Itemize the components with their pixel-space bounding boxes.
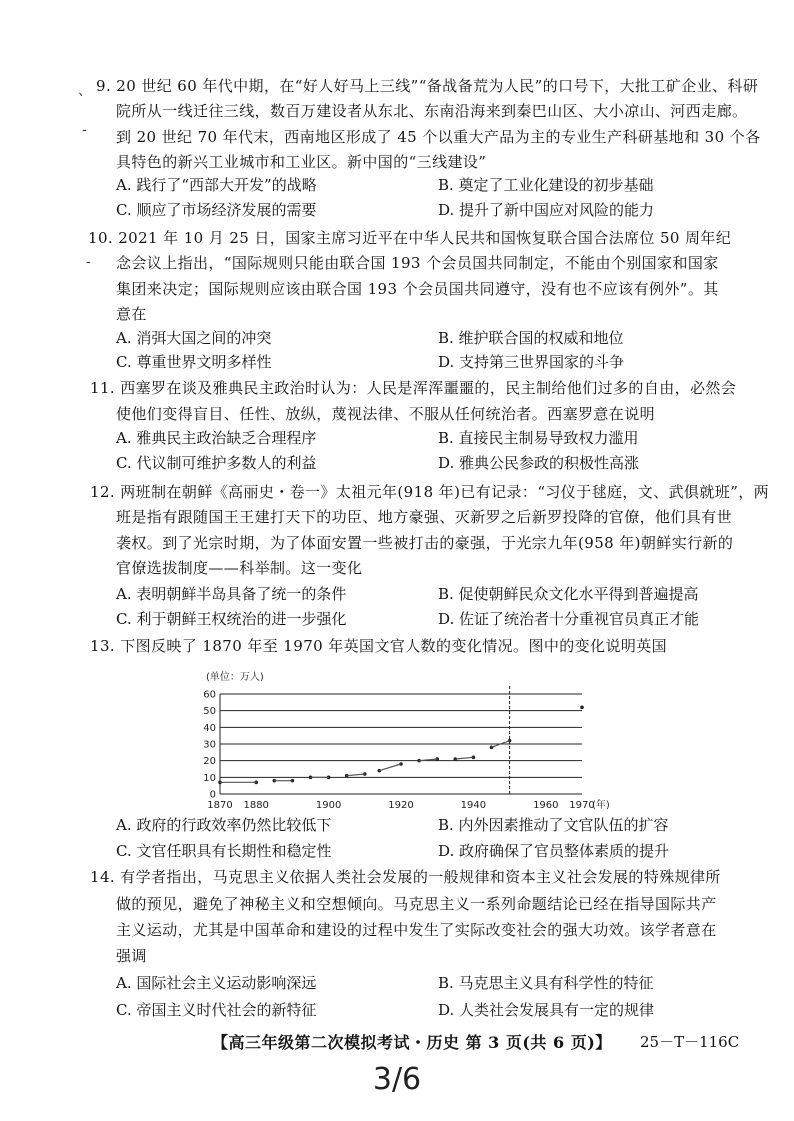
scan-mark: -: [82, 122, 87, 138]
option-c: C. 帝国主义时代社会的新特征: [116, 1001, 317, 1019]
scan-mark: 、: [78, 83, 92, 99]
x-tick-label: 1940: [460, 800, 487, 811]
x-tick-label: 1870: [207, 800, 233, 811]
question-text: 主义运动，尤其是中国革命和建设的过程中发生了实际改变社会的强大功效。该学者意在: [116, 921, 717, 939]
option-c: C. 尊重世界文明多样性: [116, 353, 272, 371]
option-c: C. 文官任职具有长期性和稳定性: [116, 842, 332, 860]
option-d: D. 支持第三世界国家的斗争: [438, 353, 625, 371]
option-c: C. 代议制可维护多数人的利益: [116, 454, 317, 472]
question-text: 强调: [116, 947, 147, 965]
y-tick-label: 10: [203, 772, 216, 784]
option-d: D. 佐证了统治者十分重视官员真正才能: [438, 610, 700, 628]
option-d: D. 政府确保了官员整体素质的提升: [438, 842, 670, 860]
option-b: B. 奠定了工业化建设的初步基础: [438, 176, 654, 194]
question-text: 13. 下图反映了 1870 年至 1970 年英国文官人数的变化情况。图中的变化说明英国: [90, 637, 668, 655]
y-tick-label: 60: [203, 689, 216, 701]
page-indicator: 3/6: [372, 1062, 422, 1097]
question-text: 11. 西塞罗在谈及雅典民主政治时认为：人民是浑浑噩噩的，民主制给他们过多的自由，必然会: [90, 379, 737, 397]
x-tick-label: 1880: [243, 800, 269, 811]
option-b: B. 马克思主义具有科学性的特征: [438, 974, 654, 992]
y-tick-label: 40: [203, 722, 216, 734]
series-segment: [455, 757, 473, 759]
option-a: A. 消弭大国之间的冲突: [116, 329, 272, 347]
question-text: 14. 有学者指出，马克思主义依据人类社会发展的一般规律和资本主义社会发展的特殊规律所: [90, 868, 721, 886]
option-a: A. 国际社会主义运动影响深远: [116, 974, 317, 992]
series-segment: [347, 774, 365, 776]
x-axis-label: (年): [592, 800, 610, 811]
option-a: A. 表明朝鲜半岛具备了统一的条件: [116, 585, 347, 603]
chart-unit-label: (单位：万人): [206, 672, 264, 683]
y-tick-label: 30: [203, 739, 216, 751]
option-b: B. 促使朝鲜民众文化水平得到普遍提高: [438, 585, 699, 603]
chart-y-ticks: [203, 690, 216, 801]
question-text: 念会议上指出，“国际规则只能由联合国 193 个会员国共同制定，不能由个别国家和国家: [116, 254, 719, 272]
question-text: 班是指有跟随国王王建打天下的功臣、地方豪强、灭新罗之后新罗投降的官僚，他们具有世: [116, 508, 733, 526]
option-b: B. 内外因素推动了文官队伍的扩容: [438, 816, 669, 834]
exam-footer-title: 【高三年级第二次模拟考试・历史 第 3 页(共 6 页)】: [212, 1033, 612, 1052]
option-c: C. 顺应了市场经济发展的需要: [116, 201, 317, 219]
option-a: A. 政府的行政效率仍然比较低下: [116, 816, 332, 834]
series-segment: [379, 764, 401, 771]
question-text: 做的预见，避免了神秘主义和空想倾向。马克思主义一系列命题结论已经在指导国际共产: [116, 895, 717, 913]
y-tick-label: 50: [203, 706, 216, 718]
option-a: A. 雅典民主政治缺乏合理程序: [116, 429, 317, 447]
x-tick-label: 1900: [315, 800, 342, 811]
question-text: 具特色的新兴工业城市和工业区。新中国的“三线建设”: [116, 153, 487, 171]
question-text: 使他们变得盲目、任性、放纵，蔑视法律、不服从任何统治者。西塞罗意在说明: [116, 405, 656, 423]
scan-mark: -: [86, 254, 91, 270]
x-tick-label: 1970: [569, 800, 595, 811]
option-d: D. 雅典公民参政的积极性高涨: [438, 454, 640, 472]
option-b: B. 直接民主制易导致权力滥用: [438, 429, 639, 447]
y-tick-label: 0: [209, 789, 216, 801]
question-text: 到 20 世纪 70 年代末，西南地区形成了 45 个以重大产品为主的专业生产科研基地和 30 个各: [116, 128, 761, 146]
option-d: D. 提升了新中国应对风险的能力: [438, 201, 655, 219]
chart-x-ticks: [207, 798, 610, 811]
chart-svg: [196, 666, 610, 811]
question-text: 10. 2021 年 10 月 25 日，国家主席习近平在中华人民共和国恢复联合国合法席位 50 周年纪: [88, 229, 732, 247]
data-point: [580, 706, 584, 710]
question-text: 意在: [116, 305, 147, 323]
y-tick-label: 20: [203, 756, 216, 768]
option-d: D. 人类社会发展具有一定的规律: [438, 1001, 655, 1019]
question-text: 院所从一线迁往三线，数百万建设者从东北、东南沿海来到秦巴山区、大小凉山、河西走廊。: [116, 102, 748, 120]
exam-code: 25－T－116C: [640, 1033, 740, 1051]
question-text: 袭权。到了光宗时期，为了体面安置一些被打击的豪强，于光宗九年(958 年)朝鲜实行新的: [116, 534, 734, 552]
option-b: B. 维护联合国的权威和地位: [438, 329, 624, 347]
question-text: 9. 20 世纪 60 年代中期，在“好人好马上三线”“备战备荒为人民”的口号下，大批工矿企业、科研: [96, 77, 759, 95]
civil-servant-chart: [196, 666, 610, 811]
x-tick-label: 1960: [533, 800, 559, 811]
question-text: 12. 两班制在朝鲜《高丽史・卷一》太祖元年(918 年)已有记录：“习仪于毬庭，文、武俱就班”，两: [90, 483, 770, 501]
option-a: A. 践行了“西部大开发”的战略: [116, 176, 317, 194]
x-tick-label: 1920: [388, 800, 414, 811]
question-text: 官僚选拔制度——科举制。这一变化: [116, 559, 363, 577]
question-text: 集团来决定；国际规则应该由联合国 193 个会员国共同遵守，没有也不应该有例外”。其: [116, 280, 719, 298]
option-c: C. 利于朝鲜王权统治的进一步强化: [116, 610, 347, 628]
